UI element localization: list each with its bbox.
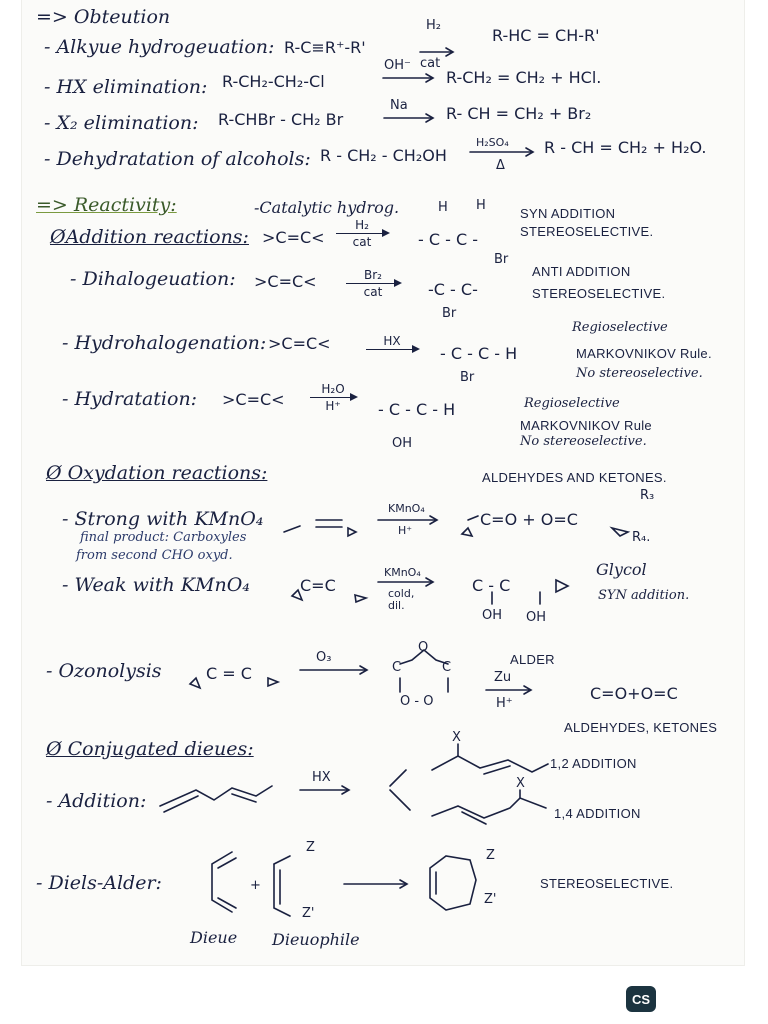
oxidation-heading <box>46 462 267 484</box>
product-z-top: Z <box>486 848 495 863</box>
product-12-x-label: X <box>452 730 461 745</box>
dehydratation-reactant: R - CH₂ - CH₂OH <box>320 146 447 165</box>
weak-oh-2: OH <box>526 610 547 625</box>
ozonolysis-condition-top: O₃ <box>316 650 332 665</box>
catalytic-h2: H <box>476 198 486 213</box>
strong-condition-bottom: H⁺ <box>398 524 413 537</box>
arrow-bar <box>336 233 388 234</box>
dihalo-condition-bottom: cat <box>363 285 383 299</box>
catalytic-hydrog-label: -Catalytic hydrog. <box>254 198 400 217</box>
strong-condition-top: KMnO₄ <box>388 502 425 515</box>
catalytic-h1: H <box>438 200 448 215</box>
hx-product: R-CH₂ = CH₂ + HCl. <box>446 68 602 87</box>
dihalo-br-bottom: Br <box>442 306 457 321</box>
catalytic-condition-top: H₂ <box>355 218 369 232</box>
hydratation-reactant: >C=C< <box>222 390 285 409</box>
hydratation-note-regio: Regioselective <box>524 396 620 411</box>
hydratation-note-nostereo: No stereoselective. <box>520 434 647 449</box>
catalytic-reactant: >C=C< <box>262 228 325 247</box>
diene-caption: Dieue <box>190 928 238 947</box>
product-14-drawing <box>432 790 546 824</box>
weak-condition-bottom: cold, dil. <box>388 587 415 612</box>
dihalo-note-anti: ANTI ADDITION <box>532 264 631 279</box>
ozonolysis-inter-c2: C <box>442 660 452 675</box>
alkyne-condition-bottom: cat <box>420 56 441 71</box>
arrow-bar <box>346 283 400 284</box>
alkyne-condition-top: H₂ <box>426 18 441 33</box>
hydrohalo-condition-top: HX <box>383 334 401 348</box>
dihalo-br-top: Br <box>494 252 509 267</box>
x2-product: R- CH = CH₂ + Br₂ <box>446 104 592 123</box>
product-14-x-label: X <box>516 776 525 791</box>
note-12-addition: 1,2 ADDITION <box>550 756 637 771</box>
dihalo-product: -C - C- <box>428 280 478 299</box>
strong-r3: R₃ <box>640 488 655 503</box>
aldehydes-ketones-note: ALDEHYDES AND KETONES. <box>482 470 667 485</box>
weak-oh-1: OH <box>482 608 503 623</box>
hydratation-product: - C - C - H <box>378 400 456 419</box>
dihalo-arrow <box>346 268 400 299</box>
addition-heading-text: ØAddition reactions: <box>50 226 249 248</box>
alkyne-product: R-HC = CH-R' <box>492 26 600 45</box>
dihalo-note-stereo: STEREOSELECTIVE. <box>532 286 666 301</box>
ozonolysis-inter-bottom: O - O <box>400 694 434 709</box>
hydrohalo-arrow <box>366 334 418 351</box>
dihalo-condition-top: Br₂ <box>364 268 382 282</box>
arrow-bar <box>310 397 356 398</box>
ozonolysis-condition2-top: Zu <box>494 670 512 685</box>
product-12-drawing <box>432 744 548 774</box>
weak-note-syn: SYN addition. <box>598 588 690 603</box>
ozonolysis-condition2-bottom: H⁺ <box>496 696 513 711</box>
hx-condition-top: OH⁻ <box>384 58 411 73</box>
ozonolysis-inter-o: O <box>418 640 429 655</box>
x2-reactant: R-CHBr - CH₂ Br <box>218 110 344 129</box>
hydrohalo-note-nostereo: No stereoselective. <box>576 366 703 381</box>
obtention-heading: => Obteution <box>36 6 171 28</box>
hydrohalo-product: - C - C - H <box>440 344 518 363</box>
ozonolysis-reactant: C = C <box>206 664 252 683</box>
hydrohalo-note-regio: Regioselective <box>572 320 668 335</box>
conjugated-dienes-heading <box>46 738 254 760</box>
dehydratation-product: R - CH = CH₂ + H₂O. <box>544 138 707 157</box>
strong-sub-note-2: from second CHO oxyd. <box>76 548 233 563</box>
addition-reactions-heading <box>50 226 249 248</box>
weak-reactant: C=C <box>300 576 336 595</box>
arrow-bar <box>366 349 418 350</box>
ozonolysis-alder: ALDER <box>510 652 555 667</box>
weak-condition-top: KMnO₄ <box>384 566 421 579</box>
ozonolysis-note: ALDEHYDES, KETONES <box>564 720 718 735</box>
weak-kmno4-label: - Weak with KMnO₄ <box>62 574 250 596</box>
hydratation-oh: OH <box>392 436 413 451</box>
hydratation-condition-top: H₂O <box>321 382 345 396</box>
x2-elimination-label: - X₂ elimination: <box>44 112 199 134</box>
hydratation-arrow <box>310 382 356 413</box>
diels-plus: + <box>250 878 261 893</box>
hx-elimination-label: - HX elimination: <box>44 76 208 98</box>
dehydratation-condition-bottom: Δ <box>496 158 505 173</box>
catalytic-product: - C - C - <box>418 230 479 249</box>
product-z-bottom: Z' <box>484 892 497 907</box>
diene-zigzag <box>160 770 410 812</box>
catalytic-arrow <box>336 218 388 249</box>
oxidation-heading-text: Ø Oxydation reactions: <box>46 462 268 484</box>
dienes-heading-text: Ø Conjugated dieues: <box>46 738 254 760</box>
catalytic-note-syn: SYN ADDITION <box>520 206 616 221</box>
strong-r4: R₄. <box>632 530 651 545</box>
note-14-addition: 1,4 ADDITION <box>554 806 641 821</box>
hydratation-label: - Hydratation: <box>62 388 198 410</box>
dienophile-z-top: Z <box>306 840 315 855</box>
strong-kmno4-label: - Strong with KMnO₄ <box>62 508 264 530</box>
ozonolysis-inter-c1: C <box>392 660 402 675</box>
strong-product: C=O + O=C <box>480 510 578 529</box>
weak-note-glycol: Glycol <box>596 560 647 579</box>
weak-product: C - C <box>472 576 511 595</box>
x2-condition-top: Na <box>390 98 408 113</box>
addition-label: - Addition: <box>46 790 147 812</box>
hydrohalo-reactant: >C=C< <box>268 334 331 353</box>
catalytic-condition-bottom: cat <box>352 235 372 249</box>
hydratation-note-markovnikov: MARKOVNIKOV Rule <box>520 418 652 433</box>
dihalogenation-label: - Dihalogeuation: <box>70 268 236 290</box>
dehydratation-label: - Dehydratation of alcohols: <box>44 148 311 170</box>
hydrohalogenation-label: - Hydrohalogenation: <box>62 332 267 354</box>
dehydratation-condition-top: H₂SO₄ <box>476 136 509 149</box>
hydrohalo-br: Br <box>460 370 475 385</box>
strong-sub-note-1: final product: Carboxyles <box>80 530 247 545</box>
alkyne-label: - Alkyue hydrogeuation: <box>44 36 275 58</box>
catalytic-note-stereo: STEREOSELECTIVE. <box>520 224 654 239</box>
alkyne-reactant: R-C≡R⁺-R' <box>284 38 366 57</box>
dienophile-z-bottom: Z' <box>302 906 315 921</box>
hx-reactant: R-CH₂-CH₂-Cl <box>222 72 325 91</box>
hydrohalo-note-markovnikov: MARKOVNIKOV Rule. <box>576 346 712 361</box>
diels-alder-label: - Diels-Alder: <box>36 872 162 894</box>
hydratation-condition-bottom: H⁺ <box>325 399 341 413</box>
diene-addition-condition-top: HX <box>312 770 331 785</box>
ozonolysis-product: C=O+O=C <box>590 684 678 703</box>
diels-alder-note: STEREOSELECTIVE. <box>540 876 674 891</box>
dihalo-reactant: >C=C< <box>254 272 317 291</box>
dienophile-caption: Dieuophile <box>272 930 360 949</box>
reactivity-heading-text: => Reactivity: <box>36 194 177 216</box>
reactivity-heading <box>36 194 177 216</box>
ozonolysis-label: - Ozonolysis <box>46 660 162 682</box>
camscanner-logo-icon: CS <box>626 986 656 1012</box>
